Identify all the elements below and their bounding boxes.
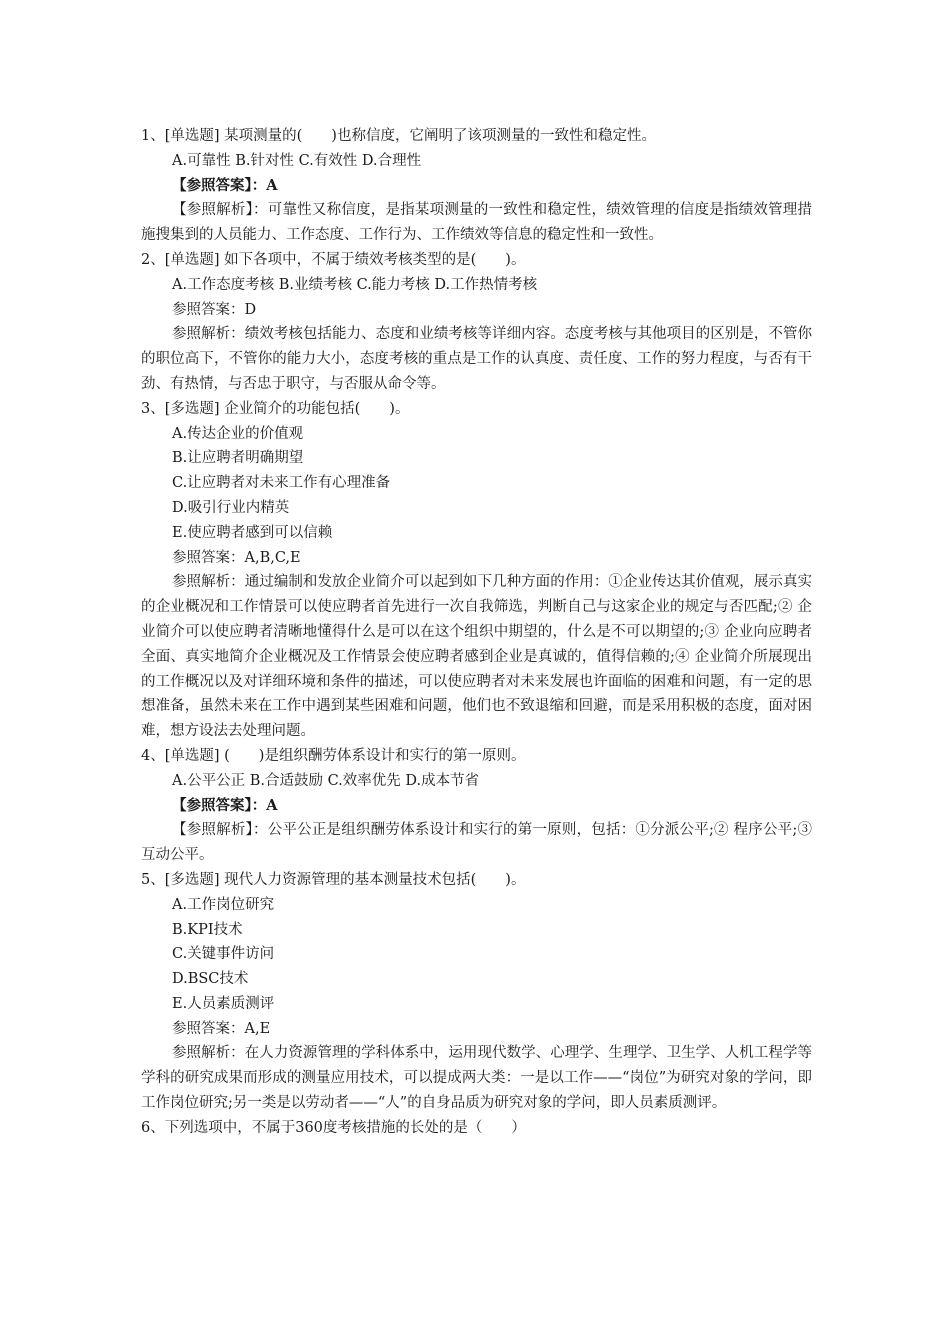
question-stem: 2、[单选题] 如下各项中，不属于绩效考核类型的是( )。 xyxy=(141,251,526,268)
question-answer: 参照答案：A,B,C,E xyxy=(172,549,301,566)
question-analysis: 参照解析：在人力资源管理的学科体系中，运用现代数学、心理学、生理学、卫生学、人机工程学等学科的研究成果而形成的测量应用技术，可以提成两大类：一是以工作——“岗位”为研究对象的学问，即工作岗位研究;另一类是以劳动者——“人”的自身品质为研究对象的学问，即人员素质测评。 xyxy=(141,1045,812,1112)
question-stem: 3、[多选题] 企业简介的功能包括( )。 xyxy=(141,400,410,417)
question-analysis: 【参照解析】：可靠性又称信度，是指某项测量的一致性和稳定性，绩效管理的信度是指绩效管理措施搜集到的人员能力、工作态度、工作行为、工作绩效等信息的稳定性和一致性。 xyxy=(141,202,812,244)
question-options: A.公平公正 B.合适鼓励 C.效率优先 D.成本节省 xyxy=(172,772,480,789)
question-answer: 【参照答案】：A xyxy=(172,176,278,194)
question-option: C.让应聘者对未来工作有心理准备 xyxy=(172,475,391,492)
question-stem: 6、下列选项中，不属于360度考核措施的长处的是（ ） xyxy=(141,1119,526,1136)
question-options: A.可靠性 B.针对性 C.有效性 D.合理性 xyxy=(172,152,422,169)
question-stem: 4、[单选题] ( )是组织酬劳体系设计和实行的第一原则。 xyxy=(141,747,526,764)
question-option: A.传达企业的价值观 xyxy=(172,425,304,442)
question-option: B.让应聘者明确期望 xyxy=(172,450,304,467)
question-answer: 【参照答案】：A xyxy=(172,796,278,814)
question-2 xyxy=(141,248,812,397)
question-stem: 1、[单选题] 某项测量的( )也称信度，它阐明了该项测量的一致性和稳定性。 xyxy=(141,128,656,144)
question-answer: 参照答案：A,E xyxy=(172,1020,271,1037)
question-option: E.人员素质测评 xyxy=(172,995,275,1012)
question-analysis: 【参照解析】：公平公正是组织酬劳体系设计和实行的第一原则，包括：①分派公平;② 程序公平;③ 互动公平。 xyxy=(141,822,812,864)
question-3 xyxy=(141,397,812,744)
question-options: A.工作态度考核 B.业绩考核 C.能力考核 D.工作热情考核 xyxy=(172,276,538,293)
question-stem: 5、[多选题] 现代人力资源管理的基本测量技术包括( )。 xyxy=(141,871,526,888)
question-6 xyxy=(141,1116,812,1141)
question-answer: 参照答案：D xyxy=(172,301,257,318)
question-analysis: 参照解析：通过编制和发放企业简介可以起到如下几种方面的作用：①企业传达其价值观，展示真实的企业概况和工作情景可以使应聘者首先进行一次自我筛选，判断自己与这家企业的规定与否匹配;② 企业简介可以使应聘者清晰地懂得什么是可以在这个组织中期望的，什么是不可以期望的;③ 企业向应聘者全面、真实地简介企业概况及工作情景会使应聘者感到企业是真诚的，值得信赖的;④ 企业简介所展现出的工作概况以及对详细环境和条件的描述，可以使应聘者对未来发展也许面临的困难和问题，有一定的思想准备，虽然未来在工作中遇到某些困难和问题，他们也不致退缩和回避，而是采用积极的态度，面对困难，想方设法去处理问题。 xyxy=(141,574,812,740)
question-option: D.BSC技术 xyxy=(172,971,249,988)
question-analysis: 参照解析：绩效考核包括能力、态度和业绩考核等详细内容。态度考核与其他项目的区别是，不管你的职位高下，不管你的能力大小，态度考核的重点是工作的认真度、责任度、工作的努力程度，与否有干劲、有热情，与否忠于职守，与否服从命令等。 xyxy=(141,326,812,392)
question-4 xyxy=(141,744,812,868)
question-option: C.关键事件访问 xyxy=(172,946,275,963)
question-option: D.吸引行业内精英 xyxy=(172,499,290,516)
document-page xyxy=(0,124,950,1141)
question-option: B.KPI技术 xyxy=(172,921,243,938)
question-option: E.使应聘者感到可以信赖 xyxy=(172,524,333,541)
question-5 xyxy=(141,868,812,1116)
question-option: A.工作岗位研究 xyxy=(172,896,275,913)
question-1 xyxy=(141,124,812,248)
